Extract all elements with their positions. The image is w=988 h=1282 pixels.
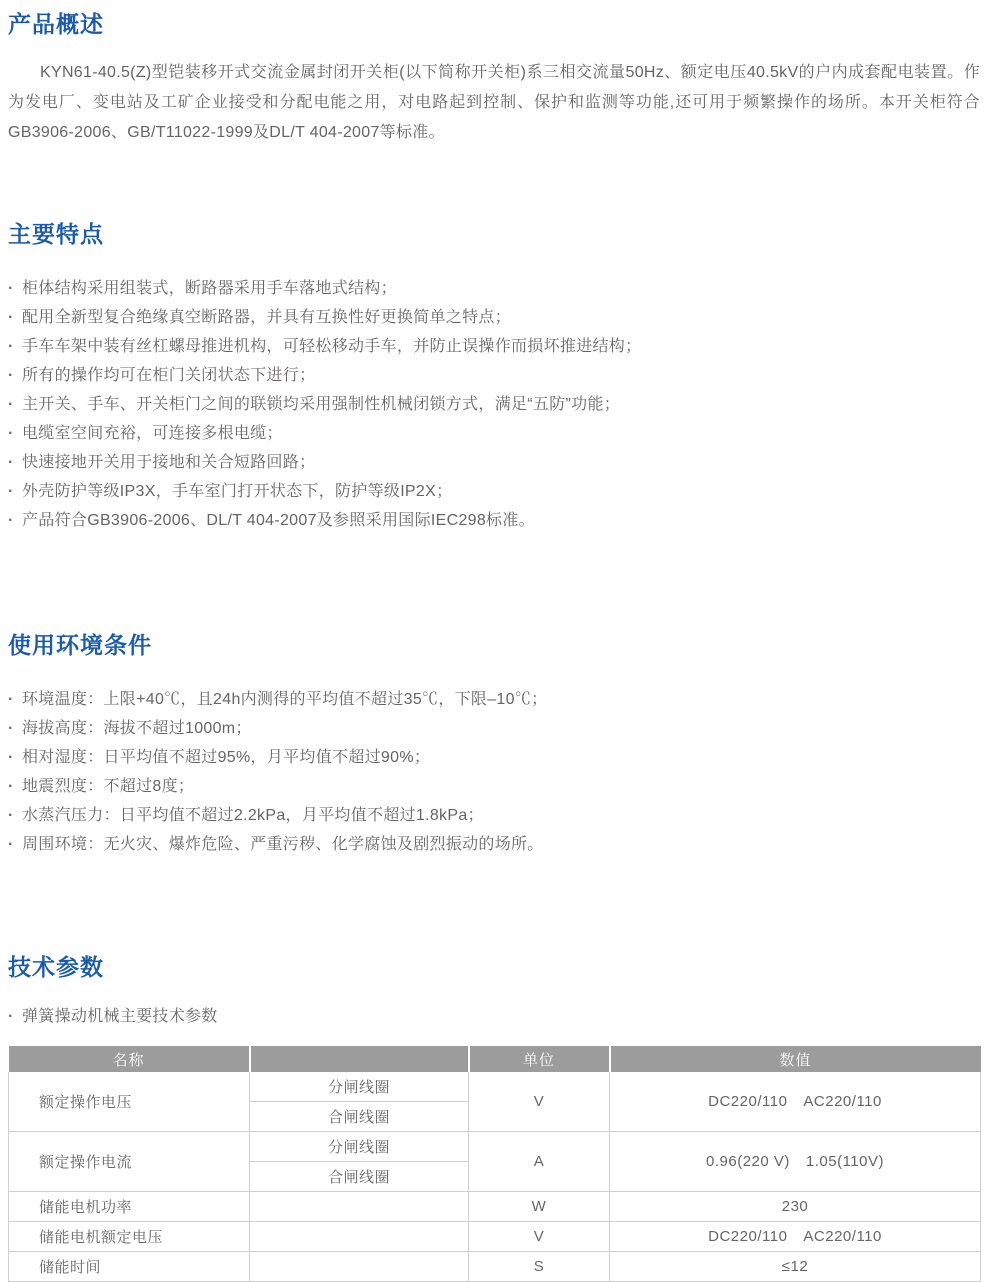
features-section-title: 主要特点 [8, 221, 104, 247]
section-technical-parameters [8, 953, 980, 1282]
table-cell-value: 0.96(220 V) 1.05(110V) [610, 1132, 981, 1192]
overview-section-title: 产品概述 [8, 11, 104, 37]
table-cell-value: 230 [610, 1192, 981, 1222]
spring-mechanism-parameters-table [8, 1046, 981, 1282]
list-item: · 手车车架中装有丝杠螺母推进机构，可轻松移动手车，并防止误操作而损坏推进结构； [8, 332, 980, 361]
list-item: · 周围环境：无火灾、爆炸危险、严重污秽、化学腐蚀及剧烈振动的场所。 [8, 830, 980, 859]
list-item: · 柜体结构采用组装式，断路器采用手车落地式结构； [8, 274, 980, 303]
table-cell-sub: 分闸线圈 [250, 1072, 469, 1102]
table-cell-value: DC220/110 AC220/110 [610, 1222, 981, 1252]
table-header-cell-unit: 单位 [469, 1046, 610, 1072]
table-cell-unit: V [469, 1222, 610, 1252]
table-cell-name: 额定操作电压 [9, 1072, 250, 1132]
table-cell-sub [250, 1192, 469, 1222]
list-item: · 产品符合GB3906-2006、DL/T 404-2007及参照采用国际IEC298标准。 [8, 506, 980, 535]
table-cell-name: 储能电机额定电压 [9, 1222, 250, 1252]
table-row [9, 1072, 981, 1102]
table-cell-unit: V [469, 1072, 610, 1132]
environment-section-title: 使用环境条件 [8, 632, 152, 658]
table-cell-value: ≤12 [610, 1252, 981, 1282]
list-item: · 主开关、手车、开关柜门之间的联锁均采用强制性机械闭锁方式，满足“五防”功能； [8, 390, 980, 419]
section-operating-environment [8, 631, 980, 859]
list-item: · 所有的操作均可在柜门关闭状态下进行； [8, 361, 980, 390]
list-item: · 电缆室空间充裕，可连接多根电缆； [8, 419, 980, 448]
table-cell-sub [250, 1222, 469, 1252]
table-cell-sub: 合闸线圈 [250, 1162, 469, 1192]
table-cell-name: 储能电机功率 [9, 1192, 250, 1222]
list-item: · 环境温度：上限+40℃，且24h内测得的平均值不超过35℃，下限–10℃； [8, 685, 980, 714]
table-cell-sub: 分闸线圈 [250, 1132, 469, 1162]
parameters-subtitle-text: 弹簧操动机械主要技术参数 [22, 1008, 218, 1025]
table-cell-value: DC220/110 AC220/110 [610, 1072, 981, 1132]
list-item: · 配用全新型复合绝缘真空断路器，并具有互换性好更换简单之特点； [8, 303, 980, 332]
list-item: · 相对湿度：日平均值不超过95%，月平均值不超过90%； [8, 743, 980, 772]
section-main-features [8, 220, 980, 535]
table-header-row [9, 1046, 981, 1072]
list-item: · 海拔高度：海拔不超过1000m； [8, 714, 980, 743]
environment-list [8, 685, 980, 859]
list-item: · 快速接地开关用于接地和关合短路回路； [8, 448, 980, 477]
table-cell-unit: W [469, 1192, 610, 1222]
table-header-cell-blank [250, 1046, 469, 1072]
table-cell-sub: 合闸线圈 [250, 1102, 469, 1132]
list-item: · 水蒸汽压力：日平均值不超过2.2kPa，月平均值不超过1.8kPa； [8, 801, 980, 830]
overview-paragraph: KYN61-40.5(Z)型铠装移开式交流金属封闭开关柜(以下简称开关柜)系三相交流量50Hz、额定电压40.5kV的户内成套配电装置。作为发电厂、变电站及工矿企业接受和分配电能之用，对电路起到控制、保护和监测等功能,还可用于频繁操作的场所。本开关柜符合GB3906-2006、GB/T11022-1999及DL/T 404-2007等标准。 [8, 64, 980, 141]
table-cell-unit: S [469, 1252, 610, 1282]
table-row [9, 1192, 981, 1222]
parameters-subtitle [8, 1003, 980, 1031]
parameters-section-title: 技术参数 [8, 954, 104, 980]
table-row [9, 1132, 981, 1162]
table-header-cell-name: 名称 [9, 1046, 250, 1072]
table-header-cell-value: 数值 [610, 1046, 981, 1072]
table-cell-sub [250, 1252, 469, 1282]
list-item: · 地震烈度：不超过8度； [8, 772, 980, 801]
table-row [9, 1252, 981, 1282]
section-product-overview [8, 0, 980, 148]
features-list [8, 274, 980, 535]
table-cell-unit: A [469, 1132, 610, 1192]
list-item: · 外壳防护等级IP3X，手车室门打开状态下，防护等级IP2X； [8, 477, 980, 506]
table-cell-name: 额定操作电流 [9, 1132, 250, 1192]
table-row [9, 1222, 981, 1252]
table-cell-name: 储能时间 [9, 1252, 250, 1282]
